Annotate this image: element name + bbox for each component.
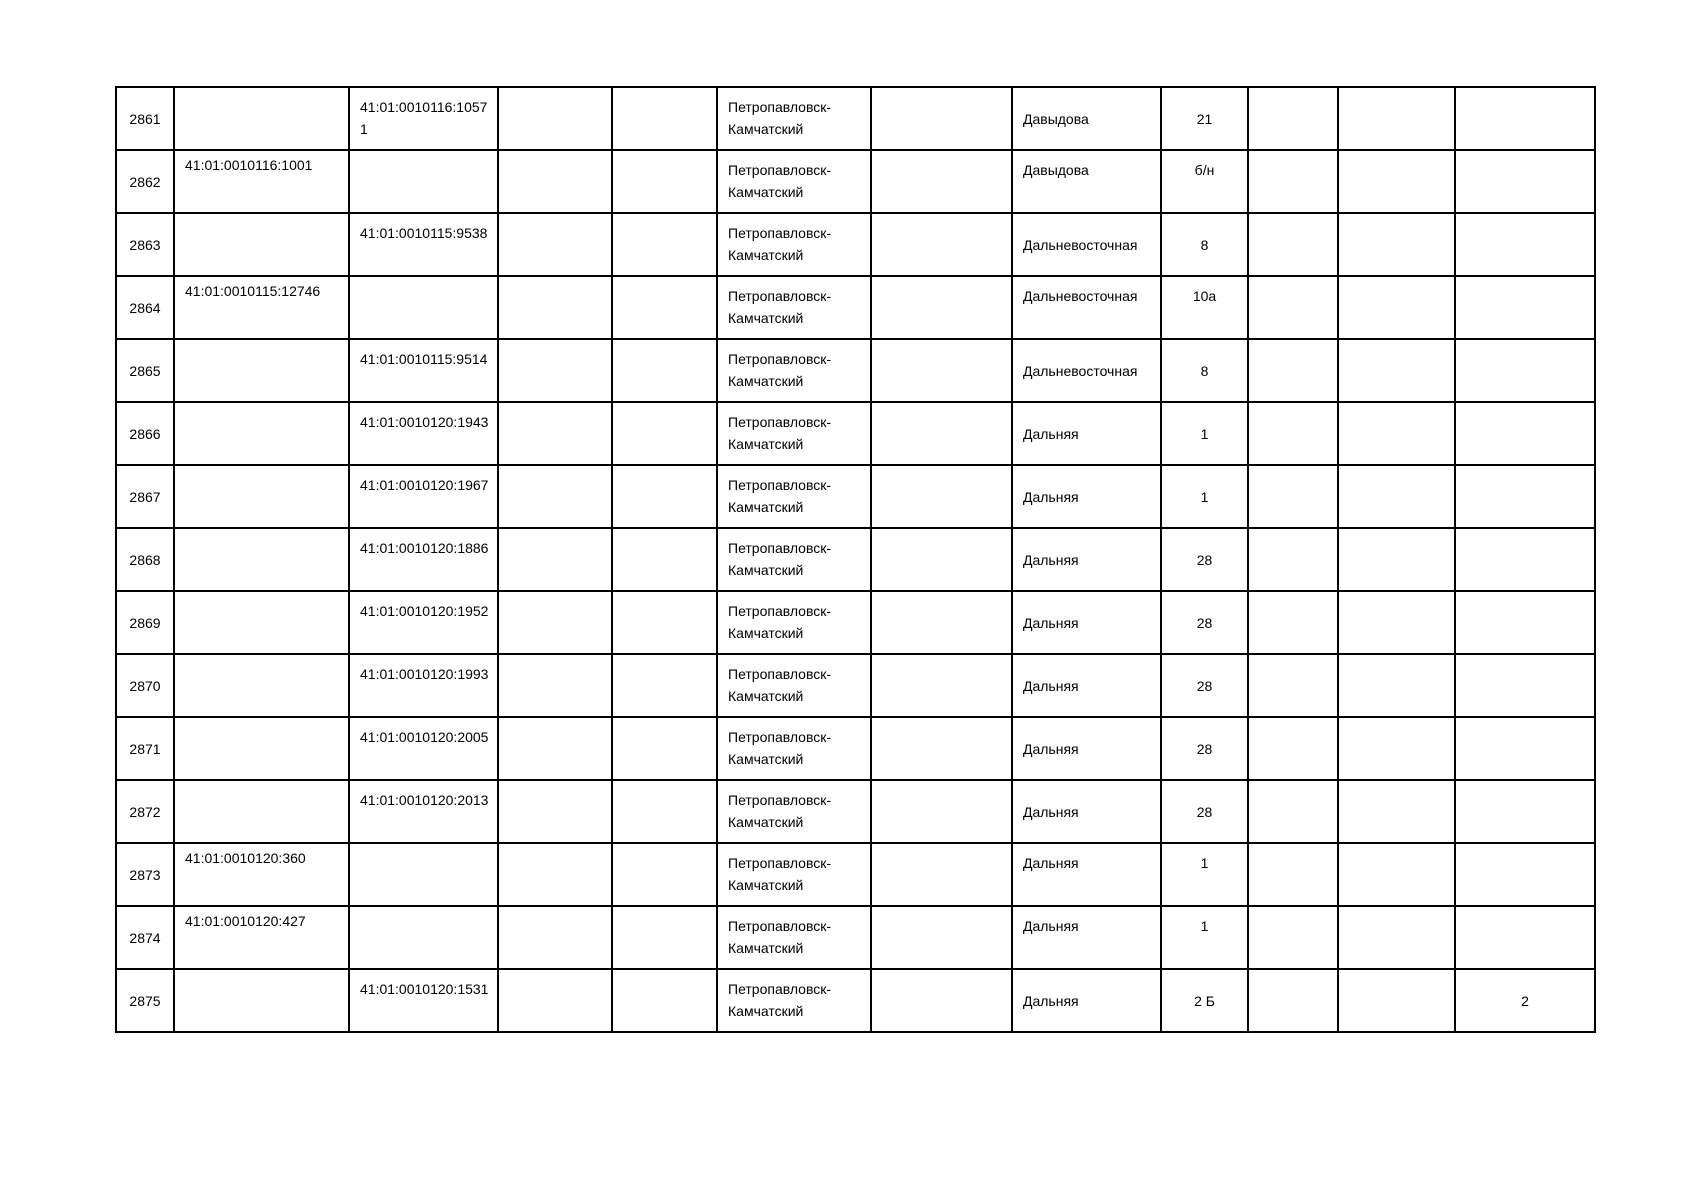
street-cell: Дальняя	[1012, 654, 1161, 717]
empty-cell	[871, 654, 1012, 717]
cadastral-number-cell	[174, 402, 349, 465]
cadastral-number-cell	[174, 339, 349, 402]
empty-cell	[612, 843, 717, 906]
empty-cell	[871, 528, 1012, 591]
cadastral-number-alt-cell: 41:01:0010115:9538	[349, 213, 498, 276]
cadastral-number-cell	[174, 528, 349, 591]
city-cell: Петропавловск-Камчатский	[717, 654, 871, 717]
extra-value-cell	[1455, 906, 1595, 969]
empty-cell	[498, 969, 612, 1032]
cadastral-number-cell	[174, 591, 349, 654]
table-row	[116, 213, 1595, 276]
cadastral-number-cell	[174, 465, 349, 528]
empty-cell	[1338, 528, 1455, 591]
empty-cell	[612, 654, 717, 717]
cadastral-number-alt-cell	[349, 276, 498, 339]
empty-cell	[1248, 87, 1338, 150]
empty-cell	[612, 87, 717, 150]
cadastral-number-alt-cell: 41:01:0010120:1993	[349, 654, 498, 717]
empty-cell	[1248, 339, 1338, 402]
house-number-cell: 28	[1161, 654, 1248, 717]
house-number-cell: 28	[1161, 717, 1248, 780]
table-row	[116, 87, 1595, 150]
cadastral-number-alt-cell: 41:01:0010116:10571	[349, 87, 498, 150]
extra-value-cell: 2	[1455, 969, 1595, 1032]
empty-cell	[612, 528, 717, 591]
empty-cell	[612, 780, 717, 843]
empty-cell	[871, 780, 1012, 843]
city-cell: Петропавловск-Камчатский	[717, 150, 871, 213]
empty-cell	[1248, 276, 1338, 339]
city-cell: Петропавловск-Камчатский	[717, 528, 871, 591]
empty-cell	[871, 969, 1012, 1032]
table-row	[116, 591, 1595, 654]
empty-cell	[871, 339, 1012, 402]
empty-cell	[498, 213, 612, 276]
house-number-cell: 28	[1161, 780, 1248, 843]
empty-cell	[498, 717, 612, 780]
empty-cell	[1338, 213, 1455, 276]
empty-cell	[612, 717, 717, 780]
empty-cell	[1248, 654, 1338, 717]
empty-cell	[498, 276, 612, 339]
city-cell: Петропавловск-Камчатский	[717, 591, 871, 654]
empty-cell	[1248, 717, 1338, 780]
extra-value-cell	[1455, 402, 1595, 465]
row-number-cell: 2867	[116, 465, 174, 528]
empty-cell	[498, 465, 612, 528]
empty-cell	[498, 528, 612, 591]
empty-cell	[871, 276, 1012, 339]
street-cell: Дальневосточная	[1012, 339, 1161, 402]
empty-cell	[871, 213, 1012, 276]
empty-cell	[1338, 780, 1455, 843]
empty-cell	[498, 87, 612, 150]
table-row	[116, 150, 1595, 213]
row-number-cell: 2862	[116, 150, 174, 213]
empty-cell	[1338, 465, 1455, 528]
empty-cell	[612, 402, 717, 465]
cadastral-number-cell	[174, 780, 349, 843]
empty-cell	[871, 465, 1012, 528]
table-row	[116, 465, 1595, 528]
extra-value-cell	[1455, 339, 1595, 402]
city-cell: Петропавловск-Камчатский	[717, 213, 871, 276]
cadastral-number-cell	[174, 213, 349, 276]
street-cell: Дальняя	[1012, 591, 1161, 654]
extra-value-cell	[1455, 528, 1595, 591]
empty-cell	[1248, 843, 1338, 906]
empty-cell	[1338, 402, 1455, 465]
table-row	[116, 843, 1595, 906]
empty-cell	[498, 591, 612, 654]
city-cell: Петропавловск-Камчатский	[717, 276, 871, 339]
city-cell: Петропавловск-Камчатский	[717, 780, 871, 843]
house-number-cell: 1	[1161, 402, 1248, 465]
street-cell: Дальняя	[1012, 780, 1161, 843]
row-number-cell: 2863	[116, 213, 174, 276]
empty-cell	[498, 654, 612, 717]
extra-value-cell	[1455, 591, 1595, 654]
table-row	[116, 717, 1595, 780]
table-row	[116, 402, 1595, 465]
empty-cell	[871, 150, 1012, 213]
extra-value-cell	[1455, 717, 1595, 780]
empty-cell	[1248, 969, 1338, 1032]
cadastral-number-alt-cell: 41:01:0010120:2005	[349, 717, 498, 780]
cadastral-number-alt-cell: 41:01:0010115:9514	[349, 339, 498, 402]
empty-cell	[1248, 906, 1338, 969]
cadastral-number-cell: 41:01:0010120:360	[174, 843, 349, 906]
cadastral-number-cell: 41:01:0010115:12746	[174, 276, 349, 339]
city-cell: Петропавловск-Камчатский	[717, 906, 871, 969]
street-cell: Дальняя	[1012, 843, 1161, 906]
cadastral-number-alt-cell	[349, 843, 498, 906]
empty-cell	[498, 780, 612, 843]
empty-cell	[1248, 780, 1338, 843]
empty-cell	[498, 843, 612, 906]
table-row	[116, 276, 1595, 339]
empty-cell	[1248, 591, 1338, 654]
extra-value-cell	[1455, 654, 1595, 717]
street-cell: Дальняя	[1012, 717, 1161, 780]
cadastral-number-cell	[174, 654, 349, 717]
row-number-cell: 2869	[116, 591, 174, 654]
extra-value-cell	[1455, 465, 1595, 528]
empty-cell	[612, 591, 717, 654]
house-number-cell: 1	[1161, 843, 1248, 906]
table-row	[116, 780, 1595, 843]
street-cell: Дальняя	[1012, 528, 1161, 591]
city-cell: Петропавловск-Камчатский	[717, 843, 871, 906]
cadastral-number-alt-cell	[349, 150, 498, 213]
extra-value-cell	[1455, 843, 1595, 906]
empty-cell	[1248, 528, 1338, 591]
row-number-cell: 2873	[116, 843, 174, 906]
row-number-cell: 2872	[116, 780, 174, 843]
street-cell: Дальняя	[1012, 402, 1161, 465]
row-number-cell: 2871	[116, 717, 174, 780]
empty-cell	[871, 402, 1012, 465]
empty-cell	[1338, 339, 1455, 402]
empty-cell	[498, 402, 612, 465]
row-number-cell: 2866	[116, 402, 174, 465]
house-number-cell: 28	[1161, 591, 1248, 654]
empty-cell	[871, 843, 1012, 906]
cadastral-number-cell	[174, 87, 349, 150]
data-table	[115, 86, 1596, 1033]
row-number-cell: 2864	[116, 276, 174, 339]
cadastral-number-cell: 41:01:0010120:427	[174, 906, 349, 969]
city-cell: Петропавловск-Камчатский	[717, 87, 871, 150]
house-number-cell: 10а	[1161, 276, 1248, 339]
empty-cell	[871, 906, 1012, 969]
empty-cell	[612, 969, 717, 1032]
empty-cell	[1338, 654, 1455, 717]
empty-cell	[871, 87, 1012, 150]
empty-cell	[1338, 843, 1455, 906]
extra-value-cell	[1455, 87, 1595, 150]
empty-cell	[1338, 150, 1455, 213]
empty-cell	[871, 591, 1012, 654]
empty-cell	[498, 906, 612, 969]
house-number-cell: 2 Б	[1161, 969, 1248, 1032]
empty-cell	[612, 150, 717, 213]
city-cell: Петропавловск-Камчатский	[717, 402, 871, 465]
house-number-cell: б/н	[1161, 150, 1248, 213]
street-cell: Дальняя	[1012, 969, 1161, 1032]
empty-cell	[612, 213, 717, 276]
empty-cell	[1338, 87, 1455, 150]
empty-cell	[1248, 465, 1338, 528]
cadastral-number-cell: 41:01:0010116:1001	[174, 150, 349, 213]
empty-cell	[612, 906, 717, 969]
city-cell: Петропавловск-Камчатский	[717, 717, 871, 780]
row-number-cell: 2861	[116, 87, 174, 150]
street-cell: Давыдова	[1012, 87, 1161, 150]
empty-cell	[1338, 717, 1455, 780]
city-cell: Петропавловск-Камчатский	[717, 969, 871, 1032]
row-number-cell: 2870	[116, 654, 174, 717]
house-number-cell: 1	[1161, 465, 1248, 528]
extra-value-cell	[1455, 150, 1595, 213]
empty-cell	[612, 339, 717, 402]
cadastral-number-cell	[174, 717, 349, 780]
street-cell: Дальняя	[1012, 465, 1161, 528]
row-number-cell: 2874	[116, 906, 174, 969]
street-cell: Дальняя	[1012, 906, 1161, 969]
empty-cell	[1338, 591, 1455, 654]
row-number-cell: 2868	[116, 528, 174, 591]
cadastral-number-alt-cell: 41:01:0010120:1943	[349, 402, 498, 465]
city-cell: Петропавловск-Камчатский	[717, 465, 871, 528]
table-row	[116, 969, 1595, 1032]
cadastral-number-alt-cell: 41:01:0010120:2013	[349, 780, 498, 843]
cadastral-number-alt-cell	[349, 906, 498, 969]
empty-cell	[498, 339, 612, 402]
cadastral-number-cell	[174, 969, 349, 1032]
empty-cell	[1248, 213, 1338, 276]
cadastral-number-alt-cell: 41:01:0010120:1952	[349, 591, 498, 654]
house-number-cell: 1	[1161, 906, 1248, 969]
cadastral-number-alt-cell: 41:01:0010120:1531	[349, 969, 498, 1032]
row-number-cell: 2865	[116, 339, 174, 402]
city-cell: Петропавловск-Камчатский	[717, 339, 871, 402]
street-cell: Дальневосточная	[1012, 213, 1161, 276]
empty-cell	[498, 150, 612, 213]
house-number-cell: 8	[1161, 213, 1248, 276]
cadastral-number-alt-cell: 41:01:0010120:1886	[349, 528, 498, 591]
empty-cell	[1338, 969, 1455, 1032]
table-row	[116, 906, 1595, 969]
house-number-cell: 21	[1161, 87, 1248, 150]
cadastral-number-alt-cell: 41:01:0010120:1967	[349, 465, 498, 528]
street-cell: Давыдова	[1012, 150, 1161, 213]
empty-cell	[1338, 906, 1455, 969]
empty-cell	[612, 465, 717, 528]
row-number-cell: 2875	[116, 969, 174, 1032]
extra-value-cell	[1455, 213, 1595, 276]
house-number-cell: 28	[1161, 528, 1248, 591]
table-row	[116, 339, 1595, 402]
table-row	[116, 654, 1595, 717]
house-number-cell: 8	[1161, 339, 1248, 402]
empty-cell	[1248, 150, 1338, 213]
street-cell: Дальневосточная	[1012, 276, 1161, 339]
table-row	[116, 528, 1595, 591]
empty-cell	[612, 276, 717, 339]
empty-cell	[1248, 402, 1338, 465]
empty-cell	[871, 717, 1012, 780]
empty-cell	[1338, 276, 1455, 339]
table-body	[116, 87, 1595, 1032]
extra-value-cell	[1455, 276, 1595, 339]
extra-value-cell	[1455, 780, 1595, 843]
